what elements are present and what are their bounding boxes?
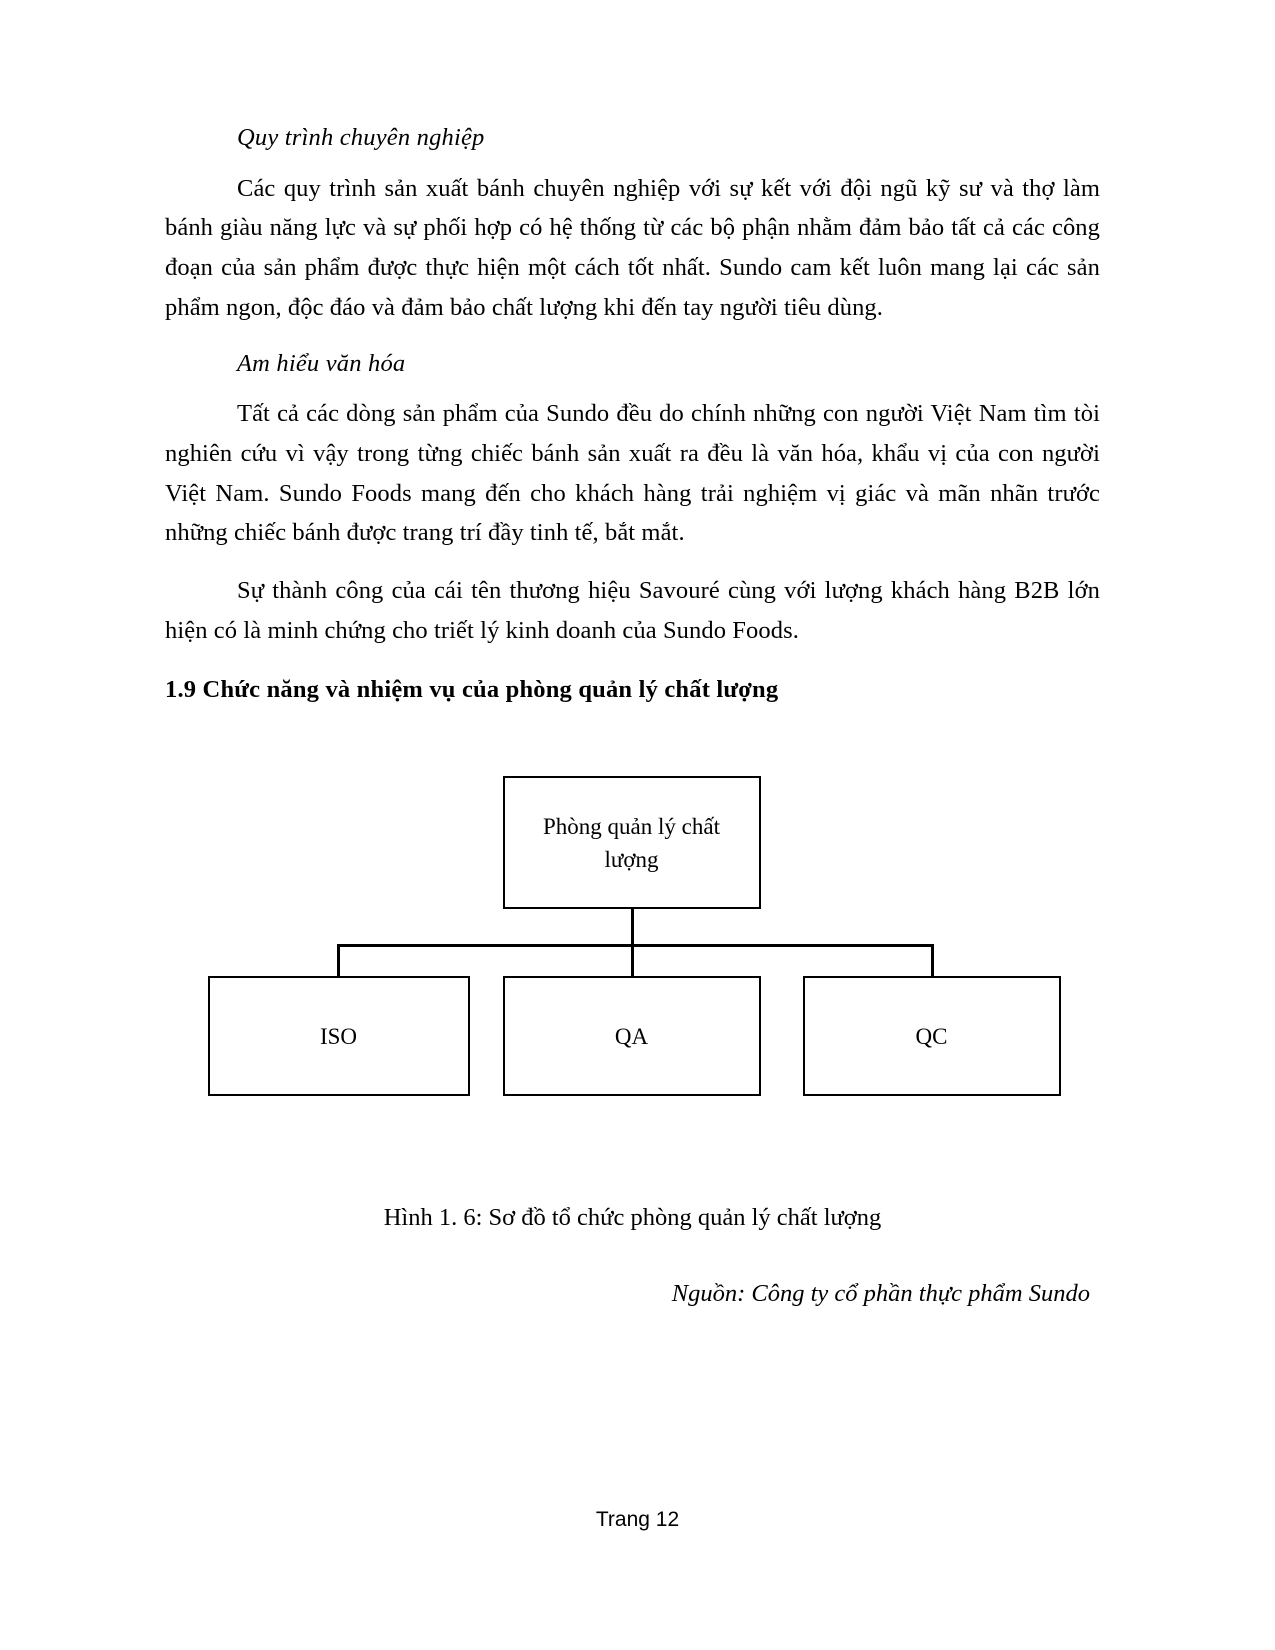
subheading-quy-trinh: Quy trình chuyên nghiệp bbox=[237, 124, 485, 151]
figure-caption: Hình 1. 6: Sơ đồ tổ chức phòng quản lý chất lượng bbox=[383, 1204, 882, 1232]
paragraph-van-hoa-2: Sự thành công của cái tên thương hiệu Savouré cùng với lượng khách hàng B2B lớn hiện có là minh chứng cho triết lý kinh doanh của Sundo Foods. bbox=[165, 577, 1100, 644]
org-node-qc: QC bbox=[803, 976, 1061, 1096]
connector-iso-vertical bbox=[337, 944, 340, 976]
paragraph-van-hoa-1: Tất cả các dòng sản phẩm của Sundo đều do chính những con người Việt Nam tìm tòi nghiên cứu vì vậy trong từng chiếc bánh sản xuất ra đều là văn hóa, khẩu vị của con người Việt Nam. Sundo Foods mang đến cho khách hàng trải nghiệm vị giác và mãn nhãn trước những chiếc bánh được trang trí đầy tinh tế, bắt mắt. bbox=[165, 400, 1100, 547]
org-node-qa: QA bbox=[503, 976, 761, 1096]
connector-root-vertical bbox=[631, 909, 634, 946]
paragraph-quy-trinh: Các quy trình sản xuất bánh chuyên nghiệp với sự kết với đội ngũ kỹ sư và thợ làm bánh giàu năng lực và sự phối hợp có hệ thống từ các bộ phận nhằm đảm bảo tất cả các công đoạn của sản phẩm được thực hiện một cách tốt nhất. Sundo cam kết luôn mang lại các sản phẩm ngon, độc đáo và đảm bảo chất lượng khi đến tay người tiêu dùng. bbox=[165, 174, 1100, 321]
figure-source: Nguồn: Công ty cổ phần thực phẩm Sundo bbox=[671, 1280, 1090, 1308]
org-chart-diagram bbox=[183, 776, 1083, 1096]
subheading-am-hieu-van-hoa: Am hiểu văn hóa bbox=[237, 349, 406, 377]
connector-qc-vertical bbox=[931, 944, 934, 976]
connector-qa-vertical bbox=[631, 944, 634, 976]
org-node-root: Phòng quản lý chất lượng bbox=[503, 776, 761, 909]
figure-org-chart bbox=[165, 776, 1100, 1116]
org-node-iso: ISO bbox=[208, 976, 470, 1096]
page-footer: Trang 12 bbox=[595, 1508, 680, 1531]
connector-horizontal-bus bbox=[337, 944, 934, 947]
section-heading-1-9: 1.9 Chức năng và nhiệm vụ của phòng quản lý chất lượng bbox=[165, 676, 779, 704]
